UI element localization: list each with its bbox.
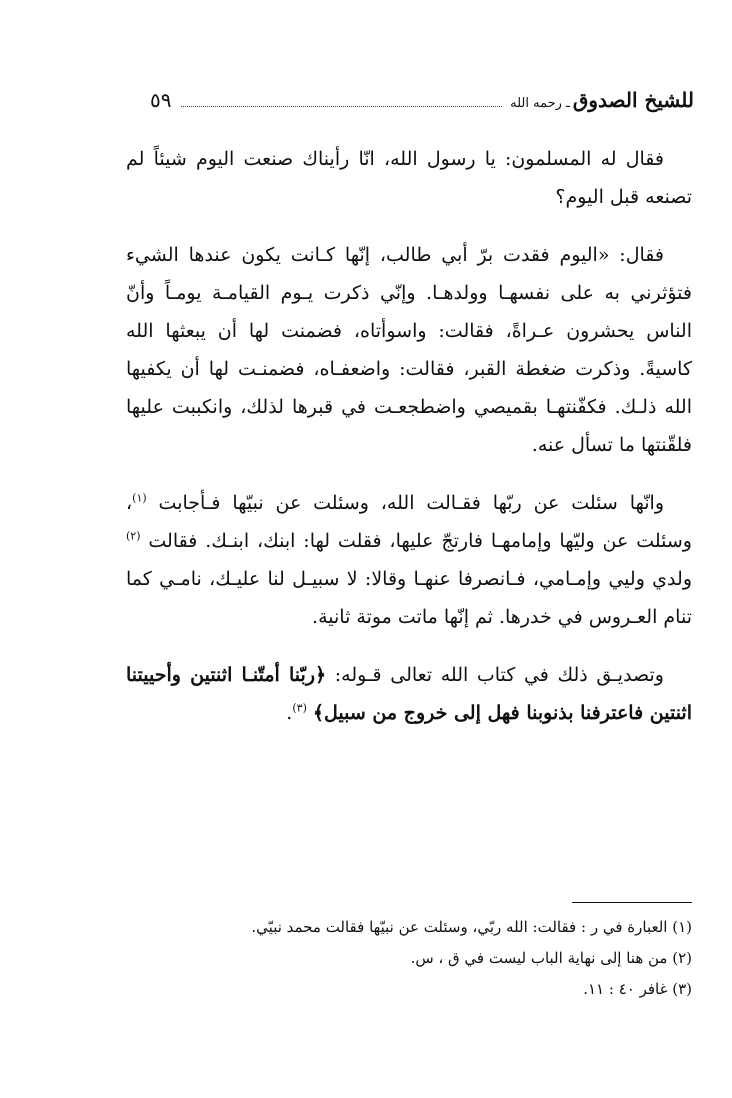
main-text — [126, 140, 692, 752]
footnote-3: (٣) غافر ٤٠ : ١١. — [583, 980, 692, 998]
paragraph-4-intro: وتصديـق ذلك في كتاب الله تعالى قـوله: — [334, 664, 664, 686]
paragraph-1: فقال له المسلمون: يا رسول الله، انّا رأيناك صنعت اليوم شيئاً لم تصنعه قبل اليوم؟ — [126, 148, 692, 208]
running-head-subtitle: ـ رحمه الله — [510, 96, 570, 111]
footnote-ref-2: (٢) — [126, 529, 141, 543]
paragraph-3-part-b: ، وسئلت عن وليّها وإمامهـا فارتجّ عليها، فقلت لها: ابنك، ابنـك. فقالت — [126, 492, 692, 552]
paragraph-3-part-a: وانّها سئلت عن ربّها فقـالت الله، وسئلت عن نبيّها فـأجابت — [158, 492, 664, 514]
paragraph-2: فقال: «اليوم فقدت برّ أبي طالب، إنّها كـانت يكون عندها الشيء فتؤثرني به على نفسهـا وولدهـا. وإنّي ذكرت يـوم القيامـة يومـاً وأنّ الناس يحشرون عـراةً، فقالت: واسوأتاه، فضمنت لها أن يبعثها الله كاسيةً. وذكرت ضغطة القبر، فقالت: واضعفـاه، فضمنـت لها أن يكفيها الله ذلـك. فكفّنتهـا بقميصي واضطجعـت في قبرها لذلك، وانكببت عليها فلقّنتها ما تسأل عنه. — [126, 244, 692, 456]
footnote-2: (٢) من هنا إلى نهاية الباب ليست في ق ، س. — [410, 949, 692, 967]
running-head-dotted-leader — [181, 105, 502, 107]
footnotes — [200, 912, 692, 1005]
page-number: ٥٩ — [150, 88, 172, 112]
running-head — [150, 88, 694, 124]
quran-verse: ﴿ربّنا أمتّنـا اثنتين وأحييتنا اثنتين فاعترفنا بذنوبنا فهل إلى خروج من سبيل﴾ — [126, 664, 692, 724]
paragraph-3-part-c: ولدي وليي وإمـامي، فـانصرفا عنهـا وقالا: لا سبيـل لنا عليـك، نامـي كما تنام العـروس في خدرها. ثم إنّها ماتت موتة ثانية. — [126, 568, 692, 628]
paragraph-4 — [126, 656, 692, 732]
footnote-ref-3: (٣) — [292, 701, 307, 715]
running-head-title: للشيخ الصدوق — [572, 88, 694, 112]
paragraph-3 — [126, 484, 692, 636]
footnote-1: (١) العبارة في ر : فقالت: الله ربّي، وسئلت عن نبيّها فقالت محمد نبيّي. — [251, 918, 692, 936]
paragraph-4-end: . — [286, 702, 293, 724]
footnote-ref-1: (١) — [132, 491, 147, 505]
footnote-separator — [572, 902, 692, 903]
